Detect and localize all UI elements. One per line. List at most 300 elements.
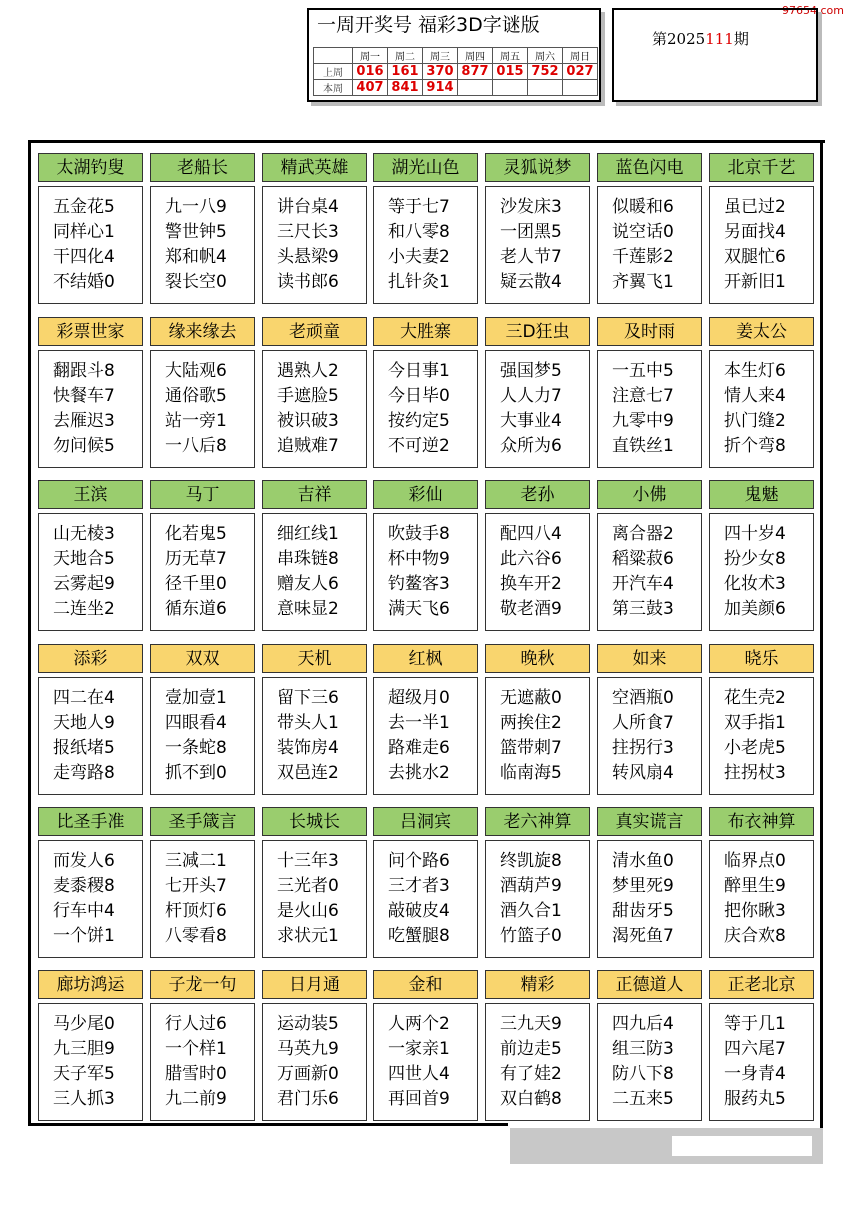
riddle-author: 晚秋: [485, 644, 590, 673]
riddle-line: 渴死鱼7: [612, 926, 674, 946]
riddle-author: 湖光山色: [373, 153, 478, 182]
riddle-card: [485, 807, 590, 958]
riddle-line: 杯中物9: [388, 549, 450, 569]
draw-number: 161: [388, 64, 423, 80]
riddle-line: 报纸堵5: [53, 738, 115, 758]
riddle-line: 第三鼓3: [612, 599, 674, 619]
riddle-line: 双腿忙6: [724, 247, 786, 267]
riddle-line: 二五来5: [612, 1089, 674, 1109]
frame-right-border: [820, 140, 823, 1152]
day-label: 周二: [388, 48, 423, 64]
riddle-line: 郑和帆4: [165, 247, 227, 267]
riddle-line: 壹加壹1: [165, 688, 227, 708]
riddle-line: 双手指1: [724, 713, 786, 733]
riddle-line: 一团黑5: [500, 222, 562, 242]
riddle-card: [597, 970, 702, 1121]
riddle-card: [150, 807, 255, 958]
riddle-lines: [38, 840, 143, 958]
frame-bottom-border: [28, 1123, 508, 1126]
riddle-author: 北京千艺: [709, 153, 814, 182]
riddle-line: 留下三6: [277, 688, 339, 708]
riddle-card: [709, 644, 814, 795]
draw-number: 877: [458, 64, 493, 80]
riddle-line: 折个弯8: [724, 436, 786, 456]
riddle-lines: [262, 186, 367, 304]
riddle-line: 此六谷6: [500, 549, 562, 569]
riddle-line: 一家亲1: [388, 1039, 450, 1059]
riddle-author: 布衣神算: [709, 807, 814, 836]
riddle-line: 而发人6: [53, 851, 115, 871]
riddle-card: [262, 807, 367, 958]
riddle-line: 去雁迟3: [53, 411, 115, 431]
riddle-lines: [262, 677, 367, 795]
riddle-line: 吃蟹腿8: [388, 926, 450, 946]
riddle-line: 化妆术3: [724, 574, 786, 594]
riddle-line: 去挑水2: [388, 763, 450, 783]
riddle-line: 径千里0: [165, 574, 227, 594]
riddle-author: 吕洞宾: [373, 807, 478, 836]
riddle-line: 离合器2: [612, 524, 674, 544]
riddle-lines: [485, 840, 590, 958]
riddle-lines: [262, 1003, 367, 1121]
riddle-author: 晓乐: [709, 644, 814, 673]
riddle-line: 人所食7: [612, 713, 674, 733]
riddle-author: 及时雨: [597, 317, 702, 346]
riddle-lines: [597, 677, 702, 795]
riddle-line: 花生壳2: [724, 688, 786, 708]
riddle-line: 注意七7: [612, 386, 674, 406]
riddle-line: 求状元1: [277, 926, 339, 946]
riddle-author: 吉祥: [262, 480, 367, 509]
riddle-author: 日月通: [262, 970, 367, 999]
footer-white-box: [672, 1136, 812, 1156]
riddle-line: 大陆观6: [165, 361, 227, 381]
riddle-line: 裂长空0: [165, 272, 227, 292]
riddle-lines: [709, 350, 814, 468]
riddle-line: 强国梦5: [500, 361, 562, 381]
riddle-line: 一八后8: [165, 436, 227, 456]
riddle-line: 遇熟人2: [277, 361, 339, 381]
riddle-line: 快餐车7: [53, 386, 115, 406]
riddle-line: 情人来4: [724, 386, 786, 406]
riddle-line: 再回首9: [388, 1089, 450, 1109]
draw-number: [528, 80, 563, 96]
riddle-line: 不结婚0: [53, 272, 115, 292]
riddle-card: [373, 644, 478, 795]
riddle-line: 钓鳌客3: [388, 574, 450, 594]
riddle-line: 和八零8: [388, 222, 450, 242]
riddle-line: 万画新0: [277, 1064, 339, 1084]
riddle-lines: [597, 1003, 702, 1121]
riddle-card: [709, 153, 814, 304]
riddle-line: 三减二1: [165, 851, 227, 871]
riddle-card: [38, 153, 143, 304]
riddle-line: 九零中9: [612, 411, 674, 431]
riddle-line: 追贼难7: [277, 436, 339, 456]
riddle-lines: [38, 186, 143, 304]
riddle-lines: [709, 186, 814, 304]
riddle-card: [262, 317, 367, 468]
riddle-line: 三九天9: [500, 1014, 562, 1034]
riddle-line: 终凯旋8: [500, 851, 562, 871]
riddle-line: 双邑连2: [277, 763, 339, 783]
riddle-card: [38, 644, 143, 795]
day-label: 周日: [563, 48, 598, 64]
riddle-line: 篮带刺7: [500, 738, 562, 758]
draw-number: [563, 80, 598, 96]
riddle-author: 添彩: [38, 644, 143, 673]
riddle-card: [38, 807, 143, 958]
riddle-card: [597, 644, 702, 795]
riddle-line: 组三防3: [612, 1039, 674, 1059]
riddle-line: 读书郎6: [277, 272, 339, 292]
riddle-line: 直铁丝1: [612, 436, 674, 456]
riddle-line: 九一八9: [165, 197, 227, 217]
riddle-author: 彩仙: [373, 480, 478, 509]
riddle-lines: [150, 350, 255, 468]
draw-number: 027: [563, 64, 598, 80]
riddle-line: 翻跟斗8: [53, 361, 115, 381]
riddle-line: 九二前9: [165, 1089, 227, 1109]
riddle-line: 一条蛇8: [165, 738, 227, 758]
riddle-line: 稻粱菽6: [612, 549, 674, 569]
panel-title: 一周开奖号 福彩3D字谜版: [317, 14, 540, 36]
riddle-author: 天机: [262, 644, 367, 673]
riddle-line: 另面找4: [724, 222, 786, 242]
riddle-card: [709, 970, 814, 1121]
riddle-line: 竹篮子0: [500, 926, 562, 946]
riddle-lines: [150, 840, 255, 958]
riddle-author: 彩票世家: [38, 317, 143, 346]
riddle-line: 人人力7: [500, 386, 562, 406]
riddle-line: 站一旁1: [165, 411, 227, 431]
riddle-card: [262, 644, 367, 795]
riddle-line: 本生灯6: [724, 361, 786, 381]
riddle-lines: [38, 513, 143, 631]
riddle-line: 扎针灸1: [388, 272, 450, 292]
riddle-line: 三人抓3: [53, 1089, 115, 1109]
riddle-author: 小佛: [597, 480, 702, 509]
riddle-lines: [150, 186, 255, 304]
riddle-line: 超级月0: [388, 688, 450, 708]
riddle-line: 杆顶灯6: [165, 901, 227, 921]
riddle-line: 似暖和6: [612, 197, 674, 217]
riddle-author: 老孙: [485, 480, 590, 509]
riddle-author: 子龙一句: [150, 970, 255, 999]
this-week-row: [314, 80, 598, 96]
riddle-line: 抓不到0: [165, 763, 227, 783]
riddle-line: 干四化4: [53, 247, 115, 267]
riddle-card: [262, 970, 367, 1121]
riddle-line: 大事业4: [500, 411, 562, 431]
riddle-lines: [597, 186, 702, 304]
riddle-line: 八零看8: [165, 926, 227, 946]
riddle-author: 真实谎言: [597, 807, 702, 836]
riddle-lines: [373, 350, 478, 468]
issue-number: 第2025111期: [652, 30, 749, 48]
riddle-line: 虽已过2: [724, 197, 786, 217]
riddle-card: [373, 153, 478, 304]
riddle-line: 不可逆2: [388, 436, 450, 456]
riddle-line: 麦黍稷8: [53, 876, 115, 896]
riddle-line: 拄拐杖3: [724, 763, 786, 783]
riddle-line: 马英九9: [277, 1039, 339, 1059]
riddle-lines: [150, 513, 255, 631]
draw-number: 841: [388, 80, 423, 96]
riddle-card: [485, 644, 590, 795]
day-label: 周五: [493, 48, 528, 64]
riddle-line: 十三年3: [277, 851, 339, 871]
riddle-line: 四眼看4: [165, 713, 227, 733]
riddle-card: [709, 317, 814, 468]
weekly-numbers-table: [313, 47, 598, 96]
day-label: 周一: [353, 48, 388, 64]
riddle-card: [38, 970, 143, 1121]
riddle-card: [373, 317, 478, 468]
riddle-author: 精彩: [485, 970, 590, 999]
riddle-card: [485, 970, 590, 1121]
riddle-card: [262, 480, 367, 631]
draw-number: 370: [423, 64, 458, 80]
riddle-card: [150, 153, 255, 304]
riddle-card: [150, 970, 255, 1121]
riddle-lines: [373, 1003, 478, 1121]
riddle-lines: [485, 513, 590, 631]
riddle-author: 正德道人: [597, 970, 702, 999]
riddle-line: 装饰房4: [277, 738, 339, 758]
riddle-line: 小夫妻2: [388, 247, 450, 267]
draw-number: 016: [353, 64, 388, 80]
riddle-line: 庆合欢8: [724, 926, 786, 946]
riddle-line: 细红线1: [277, 524, 339, 544]
riddle-line: 一个样1: [165, 1039, 227, 1059]
riddle-line: 三光者0: [277, 876, 339, 896]
riddle-line: 马少尾0: [53, 1014, 115, 1034]
riddle-line: 开新旧1: [724, 272, 786, 292]
day-label: 周三: [423, 48, 458, 64]
riddle-line: 今日事1: [388, 361, 450, 381]
riddle-lines: [373, 186, 478, 304]
riddle-card: [597, 153, 702, 304]
riddle-line: 三才者3: [388, 876, 450, 896]
riddle-lines: [150, 677, 255, 795]
riddle-card: [150, 317, 255, 468]
riddle-author: 大胜寨: [373, 317, 478, 346]
riddle-line: 转风扇4: [612, 763, 674, 783]
riddle-card: [709, 807, 814, 958]
riddle-lines: [373, 513, 478, 631]
draw-number: [493, 80, 528, 96]
riddle-line: 敬老酒9: [500, 599, 562, 619]
riddle-line: 梦里死9: [612, 876, 674, 896]
riddle-lines: [597, 840, 702, 958]
riddle-line: 意味显2: [277, 599, 339, 619]
riddle-card: [373, 480, 478, 631]
riddle-lines: [373, 840, 478, 958]
riddle-card: [597, 807, 702, 958]
riddle-card: [597, 480, 702, 631]
riddle-line: 扮少女8: [724, 549, 786, 569]
riddle-line: 开汽车4: [612, 574, 674, 594]
draw-number: [458, 80, 493, 96]
riddle-lines: [150, 1003, 255, 1121]
last-week-label: 上周: [314, 64, 353, 80]
riddle-line: 勿问候5: [53, 436, 115, 456]
riddle-lines: [709, 513, 814, 631]
riddle-line: 拄拐行3: [612, 738, 674, 758]
riddle-line: 串珠链8: [277, 549, 339, 569]
riddle-card: [150, 644, 255, 795]
riddle-line: 等于几1: [724, 1014, 786, 1034]
riddle-line: 路难走6: [388, 738, 450, 758]
riddle-line: 配四八4: [500, 524, 562, 544]
riddle-lines: [485, 677, 590, 795]
riddle-line: 行人过6: [165, 1014, 227, 1034]
riddle-line: 酒葫芦9: [500, 876, 562, 896]
riddle-author: 王滨: [38, 480, 143, 509]
riddle-line: 二连坐2: [53, 599, 115, 619]
riddle-line: 四世人4: [388, 1064, 450, 1084]
riddle-author: 廊坊鸿运: [38, 970, 143, 999]
riddle-line: 历无草7: [165, 549, 227, 569]
riddle-line: 是火山6: [277, 901, 339, 921]
riddle-lines: [373, 677, 478, 795]
riddle-line: 四二在4: [53, 688, 115, 708]
riddle-author: 正老北京: [709, 970, 814, 999]
riddle-line: 扒门缝2: [724, 411, 786, 431]
riddle-lines: [709, 677, 814, 795]
riddle-card: [373, 970, 478, 1121]
riddle-author: 比圣手准: [38, 807, 143, 836]
riddle-author: 金和: [373, 970, 478, 999]
riddle-lines: [262, 840, 367, 958]
riddle-line: 九三胆9: [53, 1039, 115, 1059]
riddle-line: 敲破皮4: [388, 901, 450, 921]
riddle-line: 君门乐6: [277, 1089, 339, 1109]
riddle-line: 被识破3: [277, 411, 339, 431]
riddle-author: 圣手箴言: [150, 807, 255, 836]
riddle-line: 醉里生9: [724, 876, 786, 896]
riddle-card: [150, 480, 255, 631]
riddle-line: 头悬梁9: [277, 247, 339, 267]
riddle-author: 红枫: [373, 644, 478, 673]
riddle-line: 小老虎5: [724, 738, 786, 758]
riddle-line: 防八下8: [612, 1064, 674, 1084]
riddle-line: 沙发床3: [500, 197, 562, 217]
riddle-line: 换车开2: [500, 574, 562, 594]
riddle-card: [38, 480, 143, 631]
issue-panel: [612, 8, 818, 102]
draw-number: 914: [423, 80, 458, 96]
weekly-draw-panel: [307, 8, 601, 102]
riddle-line: 老人节7: [500, 247, 562, 267]
riddle-line: 行车中4: [53, 901, 115, 921]
riddle-line: 等于七7: [388, 197, 450, 217]
riddle-card: [485, 480, 590, 631]
riddle-line: 问个路6: [388, 851, 450, 871]
riddle-line: 一五中5: [612, 361, 674, 381]
draw-number: 407: [353, 80, 388, 96]
riddle-card: [262, 153, 367, 304]
riddle-card: [597, 317, 702, 468]
riddle-line: 警世钟5: [165, 222, 227, 242]
riddle-line: 前边走5: [500, 1039, 562, 1059]
day-label: 周四: [458, 48, 493, 64]
riddle-author: 姜太公: [709, 317, 814, 346]
riddle-card: [485, 153, 590, 304]
riddle-author: 蓝色闪电: [597, 153, 702, 182]
last-week-row: [314, 64, 598, 80]
riddle-line: 腊雪时0: [165, 1064, 227, 1084]
riddle-line: 把你瞅3: [724, 901, 786, 921]
riddle-line: 临界点0: [724, 851, 786, 871]
riddle-line: 去一半1: [388, 713, 450, 733]
riddle-line: 化若鬼5: [165, 524, 227, 544]
riddle-line: 四十岁4: [724, 524, 786, 544]
watermark: 97654.com: [782, 4, 844, 17]
day-label: 周六: [528, 48, 563, 64]
riddle-lines: [709, 1003, 814, 1121]
riddle-lines: [262, 350, 367, 468]
riddle-card: [485, 317, 590, 468]
riddle-line: 众所为6: [500, 436, 562, 456]
riddle-author: 灵狐说梦: [485, 153, 590, 182]
riddle-line: 酒久合1: [500, 901, 562, 921]
riddle-line: 天地人9: [53, 713, 115, 733]
riddle-line: 五金花5: [53, 197, 115, 217]
riddle-line: 三尺长3: [277, 222, 339, 242]
riddle-author: 老六神算: [485, 807, 590, 836]
riddle-line: 同样心1: [53, 222, 115, 242]
riddle-line: 七开头7: [165, 876, 227, 896]
riddle-author: 老顽童: [262, 317, 367, 346]
riddle-line: 四九后4: [612, 1014, 674, 1034]
draw-number: 015: [493, 64, 528, 80]
riddle-line: 讲台桌4: [277, 197, 339, 217]
draw-number: 752: [528, 64, 563, 80]
riddle-lines: [709, 840, 814, 958]
riddle-line: 天子军5: [53, 1064, 115, 1084]
riddle-line: 按约定5: [388, 411, 450, 431]
riddle-line: 甜齿牙5: [612, 901, 674, 921]
riddle-line: 山无棱3: [53, 524, 115, 544]
riddle-author: 长城长: [262, 807, 367, 836]
riddle-author: 马丁: [150, 480, 255, 509]
riddle-line: 运动装5: [277, 1014, 339, 1034]
riddle-card: [709, 480, 814, 631]
riddle-line: 服药丸5: [724, 1089, 786, 1109]
riddle-line: 手遮脸5: [277, 386, 339, 406]
riddle-lines: [597, 513, 702, 631]
riddle-line: 吹鼓手8: [388, 524, 450, 544]
riddle-line: 今日毕0: [388, 386, 450, 406]
riddle-line: 无遮蔽0: [500, 688, 562, 708]
riddle-line: 千莲影2: [612, 247, 674, 267]
riddle-line: 空酒瓶0: [612, 688, 674, 708]
riddle-line: 加美颜6: [724, 599, 786, 619]
day-header-row: [314, 48, 598, 64]
riddle-lines: [262, 513, 367, 631]
riddle-author: 太湖钓叟: [38, 153, 143, 182]
riddle-lines: [485, 186, 590, 304]
riddle-line: 云雾起9: [53, 574, 115, 594]
riddle-line: 说空话0: [612, 222, 674, 242]
riddle-line: 走弯路8: [53, 763, 115, 783]
riddle-card: [38, 317, 143, 468]
riddle-line: 循东道6: [165, 599, 227, 619]
riddle-lines: [38, 1003, 143, 1121]
riddle-author: 老船长: [150, 153, 255, 182]
